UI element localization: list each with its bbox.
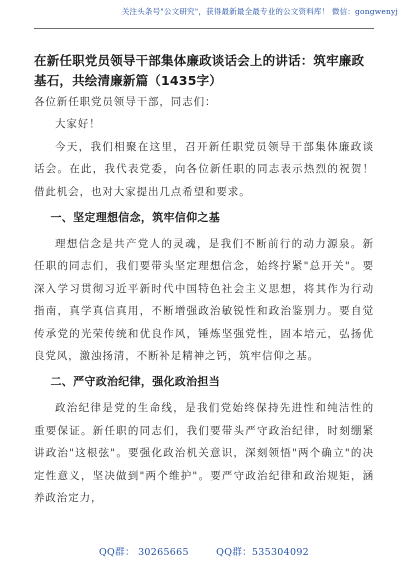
qq-group-2: QQ群：535304092 [216,547,310,558]
greeting: 大家好！ [55,118,101,131]
section-2-paragraph: 政治纪律是党的生命线，是我们党始终保持先进性和纯洁性的重要保证。新任职的同志们，我们要带头严守政治纪律，时刻绷紧讲政治"这根弦"。要强化政治机关意识，深刻领悟"两个确立"的决定性意义，坚决做到"两个维护"。要严守政治纪律和政治规矩，涵养政治定力， [34,402,374,505]
salutation: 各位新任职党员领导干部，同志们： [34,96,217,108]
header-note: 关注头条号"公文研究"，获得最新最全最专业的公文资料库！ 微信：gongwenyj [121,7,398,16]
document-title: 在新任职党员领导干部集体廉政谈话会上的讲话：筑牢廉政基石，共绘清廉新篇（1435字） [34,53,365,88]
section-1-paragraph: 理想信念是共产党人的灵魂，是我们不断前行的动力源泉。新任职的同志们，我们要带头坚定理想信念，始终拧紧"总开关"。要深入学习贯彻习近平新时代中国特色社会主义思想，将其作为行动指南，真学真信真用，不断增强政治敏锐性和政治鉴别力。要自觉传承党的光荣传统和优良作风，锤炼坚强党性，固本培元，弘扬优良党风，激浊扬清，不断补足精神之钙，筑牢信仰之基。 [34,238,374,363]
document-body [34,51,374,510]
qq-group-1: QQ群： 30265665 [98,547,189,558]
section-1-heading: 一、坚定理想信念，筑牢信仰之基 [50,211,220,225]
section-2-heading: 二、严守政治纪律，强化政治担当 [50,375,220,389]
intro-paragraph: 今天，我们相聚在这里，召开新任职党员领导干部集体廉政谈话会。在此，我代表党委，向各位新任职的同志表示热烈的祝贺！借此机会，也对大家提出几点希望和要求。 [34,140,374,198]
footer-contact [0,544,408,558]
header-divider [34,28,374,29]
